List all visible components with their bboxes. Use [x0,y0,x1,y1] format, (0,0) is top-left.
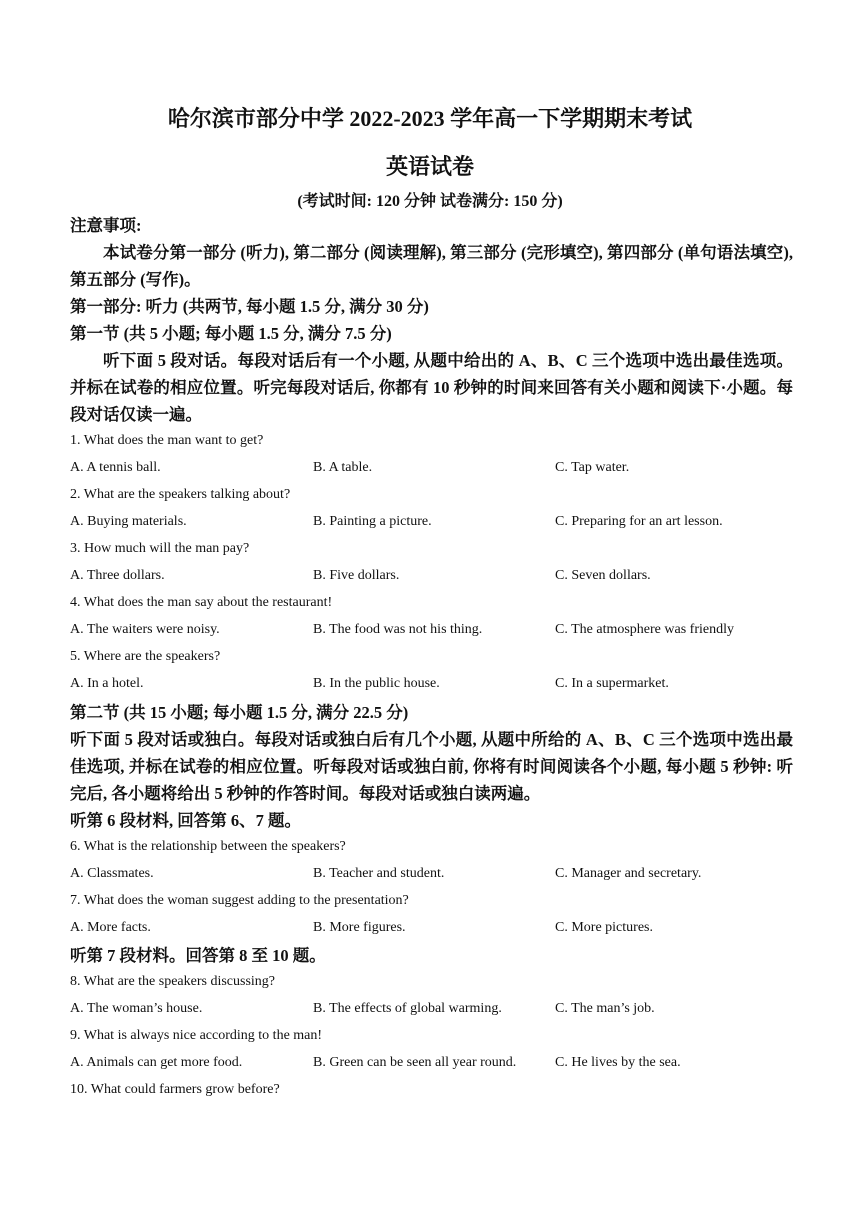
option-4a: A. The waiters were noisy. [70,622,220,637]
question-9: 9. What is always nice according to the man! [70,1028,323,1043]
option-3a: A. Three dollars. [70,568,165,583]
notice-body: 本试卷分第一部分 (听力), 第二部分 (阅读理解), 第三部分 (完形填空), 第四部分 (单句语法填空), 第五部分 (写作)。 [70,243,793,289]
option-1a: A. A tennis ball. [70,460,161,475]
option-9a: A. Animals can get more food. [70,1055,243,1070]
question-4: 4. What does the man say about the restaurant! [70,595,333,610]
section1-heading: 第一节 (共 5 小题; 每小题 1.5 分, 满分 7.5 分) [70,324,392,343]
question-2: 2. What are the speakers talking about? [70,487,291,502]
exam-info: (考试时间: 120 分钟 试卷满分: 150 分) [297,193,563,210]
option-5b: B. In the public house. [313,676,440,691]
option-7b: B. More figures. [313,920,406,935]
option-6c: C. Manager and secretary. [555,866,702,881]
option-8c: C. The man’s job. [555,1001,655,1016]
option-6b: B. Teacher and student. [313,866,445,881]
section1-instructions: 听下面 5 段对话。每段对话后有一个小题, 从题中给出的 A、B、C 三个选项中选出最佳选项。并标在试卷的相应位置。听完每段对话后, 你都有 10 秒钟的时间来回答有关小题和阅读下·小题。每段对话仅读一遍。 [70,351,793,424]
question-7: 7. What does the woman suggest adding to the presentation? [70,893,409,908]
option-4c: C. The atmosphere was friendly [555,622,734,637]
option-6a: A. Classmates. [70,866,154,881]
question-5: 5. Where are the speakers? [70,649,221,664]
question-8: 8. What are the speakers discussing? [70,974,276,989]
material-7-heading: 听第 7 段材料。回答第 8 至 10 题。 [70,946,326,965]
option-7c: C. More pictures. [555,920,653,935]
option-7a: A. More facts. [70,920,151,935]
option-9c: C. He lives by the sea. [555,1055,681,1070]
section2-heading: 第二节 (共 15 小题; 每小题 1.5 分, 满分 22.5 分) [70,703,409,722]
option-9b: B. Green can be seen all year round. [313,1055,517,1070]
option-2b: B. Painting a picture. [313,514,432,529]
notice-heading: 注意事项: [70,216,142,235]
question-3: 3. How much will the man pay? [70,541,250,556]
option-3c: C. Seven dollars. [555,568,651,583]
option-1c: C. Tap water. [555,460,630,475]
option-1b: B. A table. [313,460,373,475]
part1-heading: 第一部分: 听力 (共两节, 每小题 1.5 分, 满分 30 分) [70,297,429,316]
option-8b: B. The effects of global warming. [313,1001,502,1016]
question-6: 6. What is the relationship between the speakers? [70,839,346,854]
exam-subtitle: 英语试卷 [385,154,474,179]
option-2c: C. Preparing for an art lesson. [555,514,723,529]
section2-instructions: 听下面 5 段对话或独白。每段对话或独白后有几个小题, 从题中所给的 A、B、C 三个选项中选出最佳选项, 并标在试卷的相应位置。听每段对话或独白前, 你将有时间阅读各个小题, 每小题 5 秒钟: 听完后, 各小题将给出 5 秒钟的作答时间。每段对话或独白读两遍。 [70,730,793,803]
option-3b: B. Five dollars. [313,568,400,583]
question-10: 10. What could farmers grow before? [70,1082,280,1097]
option-5c: C. In a supermarket. [555,676,669,691]
option-2a: A. Buying materials. [70,514,187,529]
option-5a: A. In a hotel. [70,676,144,691]
material-6-heading: 听第 6 段材料, 回答第 6、7 题。 [70,811,301,830]
question-1: 1. What does the man want to get? [70,433,264,448]
option-8a: A. The woman’s house. [70,1001,203,1016]
option-4b: B. The food was not his thing. [313,622,483,637]
exam-title: 哈尔滨市部分中学 2022-2023 学年高一下学期期末考试 [167,106,693,131]
